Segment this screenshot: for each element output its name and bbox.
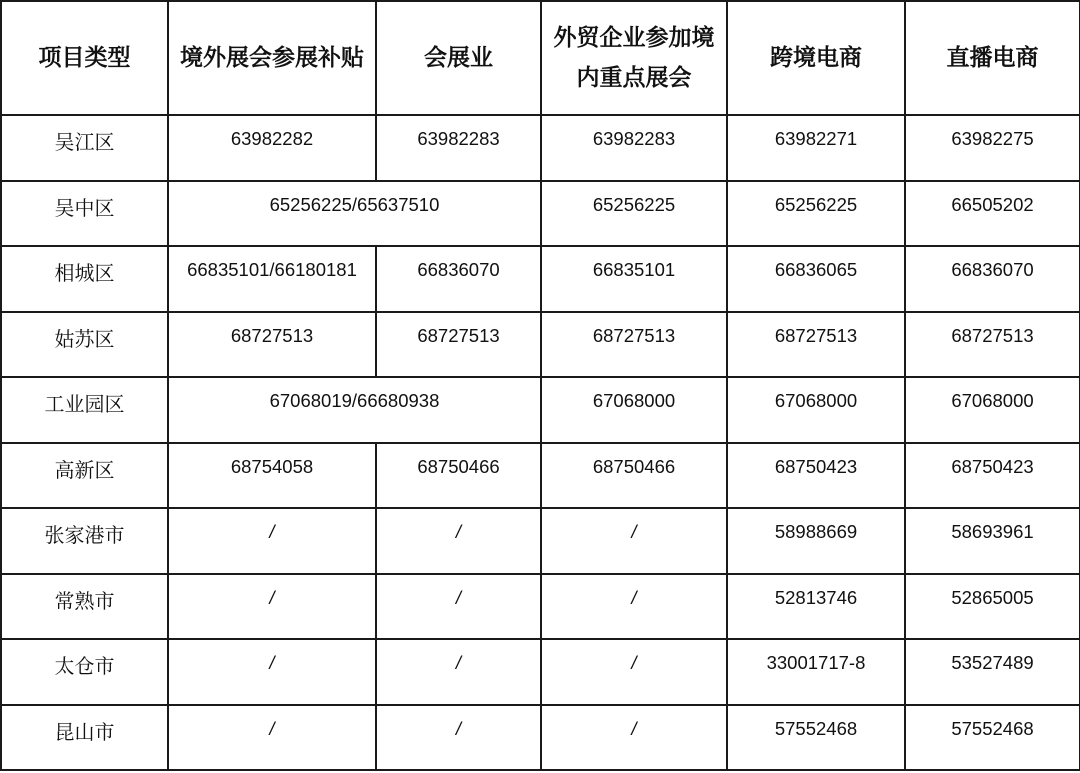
- table-row: [1, 246, 1080, 312]
- phone-cell: 52865005: [905, 574, 1080, 640]
- header-cross-border-ecommerce: 跨境电商: [727, 1, 905, 115]
- phone-cell: 66836065: [727, 246, 905, 312]
- empty-value-cell: /: [168, 574, 376, 640]
- district-cell: 张家港市: [1, 508, 168, 574]
- phone-cell: 66835101: [541, 246, 727, 312]
- header-live-streaming-ecommerce: 直播电商: [905, 1, 1080, 115]
- empty-value-cell: /: [376, 639, 541, 705]
- header-row: [1, 1, 1080, 115]
- phone-cell: 67068000: [727, 377, 905, 443]
- district-cell: 常熟市: [1, 574, 168, 640]
- phone-cell: 68727513: [541, 312, 727, 378]
- header-project-type: 项目类型: [1, 1, 168, 115]
- phone-cell: 53527489: [905, 639, 1080, 705]
- phone-cell: 68750423: [905, 443, 1080, 509]
- phone-cell: 68727513: [905, 312, 1080, 378]
- empty-value-cell: /: [168, 639, 376, 705]
- empty-value-cell: /: [541, 705, 727, 771]
- table-row: [1, 312, 1080, 378]
- phone-cell: 65256225: [727, 181, 905, 247]
- phone-cell: 63982282: [168, 115, 376, 181]
- phone-cell: 63982283: [376, 115, 541, 181]
- phone-cell: 68727513: [168, 312, 376, 378]
- table-row: [1, 115, 1080, 181]
- empty-value-cell: /: [376, 705, 541, 771]
- phone-cell: 63982271: [727, 115, 905, 181]
- phone-cell-merged: 67068019/66680938: [168, 377, 541, 443]
- district-cell: 太仓市: [1, 639, 168, 705]
- phone-cell: 57552468: [727, 705, 905, 771]
- phone-cell: 63982283: [541, 115, 727, 181]
- table-row: [1, 377, 1080, 443]
- empty-value-cell: /: [541, 508, 727, 574]
- phone-cell: 66835101/66180181: [168, 246, 376, 312]
- header-overseas-exhibition-subsidy: 境外展会参展补贴: [168, 1, 376, 115]
- empty-value-cell: /: [541, 574, 727, 640]
- phone-cell: 68727513: [376, 312, 541, 378]
- phone-cell: 66836070: [905, 246, 1080, 312]
- district-cell: 吴江区: [1, 115, 168, 181]
- district-cell: 昆山市: [1, 705, 168, 771]
- phone-cell: 68750423: [727, 443, 905, 509]
- phone-cell-merged: 65256225/65637510: [168, 181, 541, 247]
- phone-cell: 57552468: [905, 705, 1080, 771]
- phone-cell: 66505202: [905, 181, 1080, 247]
- district-cell: 姑苏区: [1, 312, 168, 378]
- phone-cell: 63982275: [905, 115, 1080, 181]
- district-cell: 工业园区: [1, 377, 168, 443]
- phone-cell: 68750466: [541, 443, 727, 509]
- phone-cell: 68754058: [168, 443, 376, 509]
- empty-value-cell: /: [168, 705, 376, 771]
- district-cell: 高新区: [1, 443, 168, 509]
- phone-cell: 68750466: [376, 443, 541, 509]
- table-row: [1, 508, 1080, 574]
- empty-value-cell: /: [376, 574, 541, 640]
- header-exhibition-industry: 会展业: [376, 1, 541, 115]
- table-row: [1, 705, 1080, 771]
- district-cell: 相城区: [1, 246, 168, 312]
- table-row: [1, 443, 1080, 509]
- phone-cell: 33001717-8: [727, 639, 905, 705]
- header-domestic-key-exhibition: 外贸企业参加境内重点展会: [541, 1, 727, 115]
- phone-cell: 52813746: [727, 574, 905, 640]
- table-row: [1, 639, 1080, 705]
- table-row: [1, 181, 1080, 247]
- empty-value-cell: /: [376, 508, 541, 574]
- phone-cell: 68727513: [727, 312, 905, 378]
- phone-cell: 66836070: [376, 246, 541, 312]
- phone-cell: 58988669: [727, 508, 905, 574]
- phone-cell: 58693961: [905, 508, 1080, 574]
- phone-cell: 67068000: [541, 377, 727, 443]
- district-cell: 吴中区: [1, 181, 168, 247]
- table-row: [1, 574, 1080, 640]
- phone-cell: 65256225: [541, 181, 727, 247]
- phone-cell: 67068000: [905, 377, 1080, 443]
- empty-value-cell: /: [168, 508, 376, 574]
- empty-value-cell: /: [541, 639, 727, 705]
